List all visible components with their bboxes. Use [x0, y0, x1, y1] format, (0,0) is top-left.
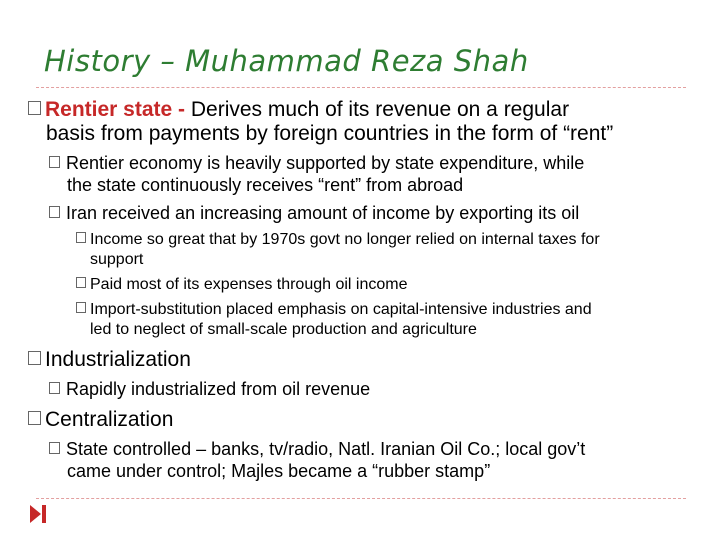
bullet-rapidly-industrialized — [49, 378, 370, 400]
bullet-industrialization — [28, 348, 191, 372]
bullet-box-icon — [28, 101, 41, 115]
bullet-text: Rentier economy is heavily supported by state expenditure, while — [66, 153, 585, 173]
bullet-oil-income — [49, 202, 579, 224]
bullet-rentier-economy-continued: the state continuously receives “rent” from abroad — [67, 175, 464, 195]
bullet-import-substitution — [76, 300, 592, 319]
bullet-rentier-economy — [49, 152, 584, 174]
bullet-state-controlled-continued: came under control; Majles became a “rubber stamp” — [67, 461, 491, 481]
rentier-definition-continued: basis from payments by foreign countries in the form of “rent” — [46, 122, 614, 145]
rentier-term: Rentier state - — [45, 98, 191, 121]
bullet-text: Centralization — [45, 408, 174, 431]
slide-title: History – Muhammad Reza Shah — [44, 44, 529, 78]
bullet-box-icon — [49, 206, 60, 218]
bullet-box-icon — [76, 277, 86, 288]
bullet-box-icon — [76, 232, 86, 243]
footer-divider — [36, 498, 686, 499]
bullet-centralization — [28, 408, 173, 432]
bullet-text: Iran received an increasing amount of income by exporting its oil — [66, 203, 580, 223]
next-slide-icon[interactable] — [30, 505, 41, 523]
bullet-box-icon — [49, 156, 60, 168]
bullet-income-great-continued: support — [90, 251, 144, 268]
bullet-text: Paid most of its expenses through oil income — [90, 276, 408, 293]
bullet-text: Rapidly industrialized from oil revenue — [66, 379, 371, 399]
bullet-income-great — [76, 230, 600, 249]
bullet-box-icon — [28, 411, 41, 425]
rentier-definition: Derives much of its revenue on a regular — [190, 98, 570, 121]
next-slide-end-icon[interactable] — [42, 505, 46, 523]
bullet-rentier-state — [28, 98, 569, 122]
bullet-box-icon — [49, 442, 60, 454]
bullet-text: Income so great that by 1970s govt no longer relied on internal taxes for — [90, 231, 600, 248]
bullet-text: State controlled – banks, tv/radio, Natl. Iranian Oil Co.; local gov’t — [66, 439, 586, 459]
bullet-state-controlled — [49, 438, 585, 460]
bullet-text: Industrialization — [45, 348, 191, 371]
bullet-box-icon — [49, 382, 60, 394]
bullet-box-icon — [76, 302, 86, 313]
title-divider — [36, 87, 686, 88]
bullet-box-icon — [28, 351, 41, 365]
bullet-import-substitution-continued: led to neglect of small-scale production and agriculture — [90, 321, 477, 338]
bullet-paid-expenses — [76, 275, 408, 294]
bullet-text: Import-substitution placed emphasis on capital-intensive industries and — [90, 301, 592, 318]
